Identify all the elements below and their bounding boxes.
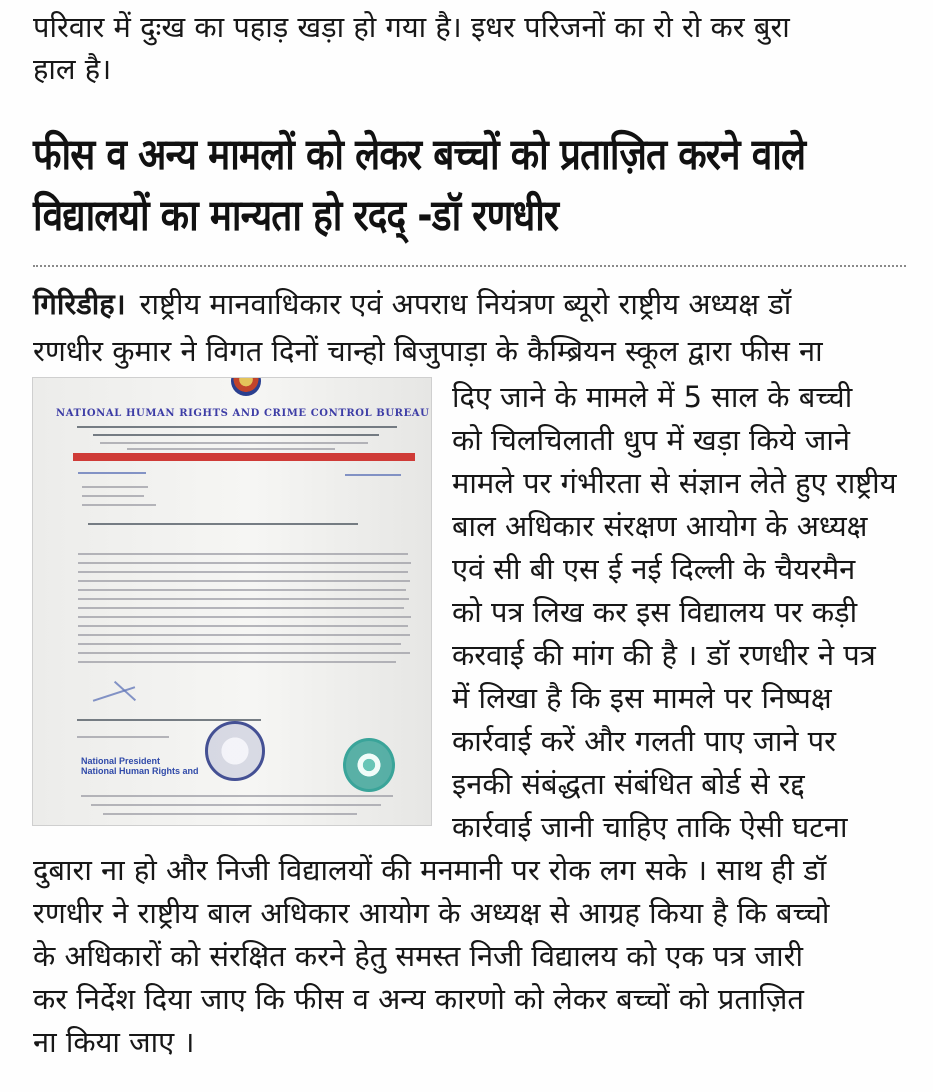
letter-subject-line [88,523,358,525]
signature-label: National President National Human Rights and [81,756,199,776]
dateline: गिरिडीह। राष्ट्रीय मानवाधिकार एवं अपराध नियंत्रण ब्यूरो राष्ट्रीय अध्यक्ष डॉ [33,287,792,321]
letter-body-line [78,643,401,645]
letter-footer-line [103,813,357,815]
letter-org-name: NATIONAL HUMAN RIGHTS AND CRIME CONTROL BUREAU [56,408,430,419]
body-line-2: रणधीर कुमार ने विगत दिनों चान्हो बिजुपाड़ा के कैम्ब्रियन स्कूल द्वारा फीस ना [33,334,823,368]
bottom-line-3: के अधिकारों को संरक्षित करने हेतु समस्त निजी विद्यालय को एक पत्र जारी [33,939,804,973]
letter-body-line [78,562,411,564]
headline-line-2: विद्यालयों का मान्यता हो रदद् -डॉ रणधीर [33,191,559,241]
letter-date-line [345,474,401,476]
section-divider [33,265,906,267]
letter-body-line [78,598,409,600]
bottom-line-1: दुबारा ना हो और निजी विद्यालयों की मनमानी पर रोक लग सके । साथ ही डॉ [33,853,827,887]
bottom-line-2: रणधीर ने राष्ट्रीय बाल अधिकार आयोग के अध्यक्ष से आग्रह किया है कि बच्चो [33,896,830,930]
letter-address-line [82,486,148,488]
side-line-9: कार्रवाई करें और गलती पाए जाने पर [452,724,836,758]
letter-header-line [100,442,368,444]
bottom-line-5: ना किया जाए । [33,1025,195,1059]
letter-photo [33,378,431,825]
intro-line-1: परिवार में दुःख का पहाड़ खड़ा हो गया है। इधर परिजनों का रो रो कर बुरा [33,10,790,44]
side-line-5: एवं सी बी एस ई नई दिल्ली के चैयरमैन [452,552,856,586]
letter-ref-line [78,472,146,474]
letter-body-line [78,616,411,618]
letter-body-line [78,661,396,663]
official-stamp-icon [205,721,265,781]
side-line-6: को पत्र लिख कर इस विद्यालय पर कड़ी [452,595,858,629]
letter-body-line [78,634,410,636]
letter-address-line [82,504,156,506]
side-line-7: करवाई की मांग की है । डॉ रणधीर ने पत्र [452,638,876,672]
side-line-2: को चिलचिलाती धुप में खड़ा किये जाने [452,423,850,457]
letter-address-line [82,495,144,497]
letter-footer-line [81,795,393,797]
letter-header-line [93,434,379,436]
letter-body-line [78,580,410,582]
letter-red-banner [73,453,415,461]
letter-body-line [78,553,408,555]
round-seal-icon [343,738,395,792]
side-line-8: में लिखा है कि इस मामले पर निष्पक्ष [452,681,832,715]
body-line-1 [33,285,906,323]
letter-header-line [77,426,397,428]
letter-body-line [78,625,408,627]
letter-body-line [78,652,410,654]
letter-body-line [78,607,404,609]
side-line-4: बाल अधिकार संरक्षण आयोग के अध्यक्ष [452,509,868,543]
side-line-10: इनकी संबंद्धता संबंधित बोर्ड से रद्द [452,767,805,801]
bottom-line-4: कर निर्देश दिया जाए कि फीस व अन्य कारणो को लेकर बच्चों को प्रताज़ित [33,982,804,1016]
side-line-1: दिए जाने के मामले में 5 साल के बच्ची [452,380,853,414]
intro-line-2: हाल है। [33,52,112,86]
headline-line-1: फीस व अन्य मामलों को लेकर बच्चों को प्रताज़ित करने वाले [33,130,806,180]
side-line-11: कार्रवाई जानी चाहिए ताकि ऐसी घटना [452,810,848,844]
letter-signoff-line [77,736,169,738]
letter-footer-line [91,804,381,806]
letter-body-line [78,571,408,573]
letter-header-line [127,448,335,450]
letter-body-line [78,589,406,591]
side-line-3: मामले पर गंभीरता से संज्ञान लेते हुए राष्ट्रीय [452,466,897,500]
